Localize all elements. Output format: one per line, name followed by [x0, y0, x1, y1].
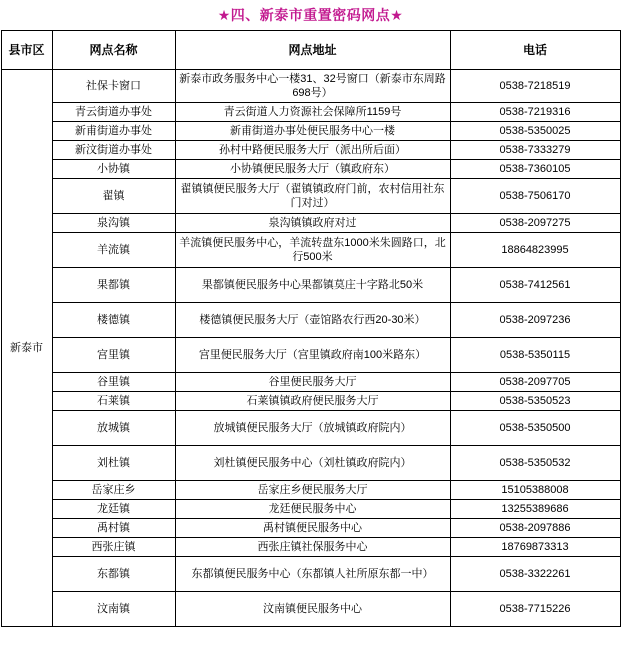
outlet-tel: 0538-2097236 — [450, 303, 620, 338]
table-row — [1, 392, 620, 411]
outlet-name: 东都镇 — [52, 557, 175, 592]
outlet-address: 宫里便民服务大厅（宫里镇政府南100米路东） — [175, 338, 450, 373]
outlet-name: 宫里镇 — [52, 338, 175, 373]
outlet-name: 禹村镇 — [52, 519, 175, 538]
outlet-address: 东都镇便民服务中心（东都镇人社所原东都一中） — [175, 557, 450, 592]
table-row — [1, 141, 620, 160]
outlet-tel: 0538-2097275 — [450, 214, 620, 233]
outlet-tel: 0538-7412561 — [450, 268, 620, 303]
table-row — [1, 70, 620, 103]
page-title: ★四、新泰市重置密码网点★ — [217, 7, 404, 23]
outlet-name: 岳家庄乡 — [52, 481, 175, 500]
outlet-address: 石莱镇镇政府便民服务大厅 — [175, 392, 450, 411]
outlet-name: 社保卡窗口 — [52, 70, 175, 103]
outlet-tel: 0538-5350523 — [450, 392, 620, 411]
outlet-address: 新甫街道办事处便民服务中心一楼 — [175, 122, 450, 141]
network-outlets-table — [1, 30, 621, 627]
outlet-tel: 0538-2097886 — [450, 519, 620, 538]
outlet-name: 青云街道办事处 — [52, 103, 175, 122]
outlet-tel: 0538-5350532 — [450, 446, 620, 481]
table-row — [1, 268, 620, 303]
outlet-name: 翟镇 — [52, 179, 175, 214]
outlet-tel: 0538-7219316 — [450, 103, 620, 122]
table-row — [1, 103, 620, 122]
outlet-tel: 13255389686 — [450, 500, 620, 519]
table-row — [1, 411, 620, 446]
outlet-address: 楼德镇便民服务大厅（壶馆路农行西20-30米） — [175, 303, 450, 338]
column-header-region: 县市区 — [1, 31, 52, 70]
outlet-address: 西张庄镇社保服务中心 — [175, 538, 450, 557]
outlet-name: 龙廷镇 — [52, 500, 175, 519]
outlet-tel: 0538-7715226 — [450, 592, 620, 627]
outlet-name: 汶南镇 — [52, 592, 175, 627]
outlet-tel: 18864823995 — [450, 233, 620, 268]
table-row — [1, 481, 620, 500]
table-row — [1, 500, 620, 519]
outlet-tel: 0538-5350500 — [450, 411, 620, 446]
outlet-address: 泉沟镇镇政府对过 — [175, 214, 450, 233]
column-header-address: 网点地址 — [175, 31, 450, 70]
outlet-name: 果都镇 — [52, 268, 175, 303]
outlet-name: 新汶街道办事处 — [52, 141, 175, 160]
outlet-tel: 0538-3322261 — [450, 557, 620, 592]
outlet-name: 羊流镇 — [52, 233, 175, 268]
outlet-address: 孙村中路便民服务大厅（派出所后面） — [175, 141, 450, 160]
outlet-name: 西张庄镇 — [52, 538, 175, 557]
outlet-address: 羊流镇便民服务中心，羊流转盘东1000米朱圆路口，北行500米 — [175, 233, 450, 268]
outlet-tel: 0538-5350115 — [450, 338, 620, 373]
outlet-tel: 0538-5350025 — [450, 122, 620, 141]
table-row — [1, 303, 620, 338]
table-row — [1, 592, 620, 627]
outlet-address: 翟镇镇便民服务大厅（翟镇镇政府门前，农村信用社东门对过） — [175, 179, 450, 214]
outlet-address: 刘杜镇便民服务中心（刘杜镇政府院内） — [175, 446, 450, 481]
outlet-tel: 15105388008 — [450, 481, 620, 500]
table-row — [1, 338, 620, 373]
outlet-name: 刘杜镇 — [52, 446, 175, 481]
table-row — [1, 557, 620, 592]
outlet-address: 小协镇便民服务大厅（镇政府东） — [175, 160, 450, 179]
table-row — [1, 160, 620, 179]
outlet-name: 谷里镇 — [52, 373, 175, 392]
outlet-name: 泉沟镇 — [52, 214, 175, 233]
table-row — [1, 373, 620, 392]
table-row — [1, 179, 620, 214]
outlet-tel: 0538-7333279 — [450, 141, 620, 160]
table-row — [1, 122, 620, 141]
outlet-name: 楼德镇 — [52, 303, 175, 338]
column-header-tel: 电话 — [450, 31, 620, 70]
outlet-name: 放城镇 — [52, 411, 175, 446]
outlet-name: 新甫街道办事处 — [52, 122, 175, 141]
column-header-name: 网点名称 — [52, 31, 175, 70]
table-row — [1, 233, 620, 268]
outlet-tel: 0538-2097705 — [450, 373, 620, 392]
table-row — [1, 446, 620, 481]
outlet-address: 放城镇便民服务大厅（放城镇政府院内） — [175, 411, 450, 446]
outlet-tel: 0538-7218519 — [450, 70, 620, 103]
table-row — [1, 538, 620, 557]
outlet-address: 青云街道人力资源社会保障所1159号 — [175, 103, 450, 122]
outlet-tel: 18769873313 — [450, 538, 620, 557]
region-cell: 新泰市 — [1, 70, 52, 627]
table-row — [1, 519, 620, 538]
table-header — [1, 31, 620, 70]
outlet-address: 禹村镇便民服务中心 — [175, 519, 450, 538]
table-header-row — [1, 31, 620, 70]
table-row — [1, 214, 620, 233]
outlet-name: 小协镇 — [52, 160, 175, 179]
outlet-address: 岳家庄乡便民服务大厅 — [175, 481, 450, 500]
outlet-tel: 0538-7506170 — [450, 179, 620, 214]
table-body — [1, 70, 620, 627]
outlet-address: 谷里便民服务大厅 — [175, 373, 450, 392]
outlet-address: 果都镇便民服务中心果都镇莫庄十字路北50米 — [175, 268, 450, 303]
outlet-name: 石莱镇 — [52, 392, 175, 411]
outlet-address: 新泰市政务服务中心一楼31、32号窗口（新泰市东周路698号） — [175, 70, 450, 103]
outlet-tel: 0538-7360105 — [450, 160, 620, 179]
outlet-address: 龙廷便民服务中心 — [175, 500, 450, 519]
outlet-address: 汶南镇便民服务中心 — [175, 592, 450, 627]
